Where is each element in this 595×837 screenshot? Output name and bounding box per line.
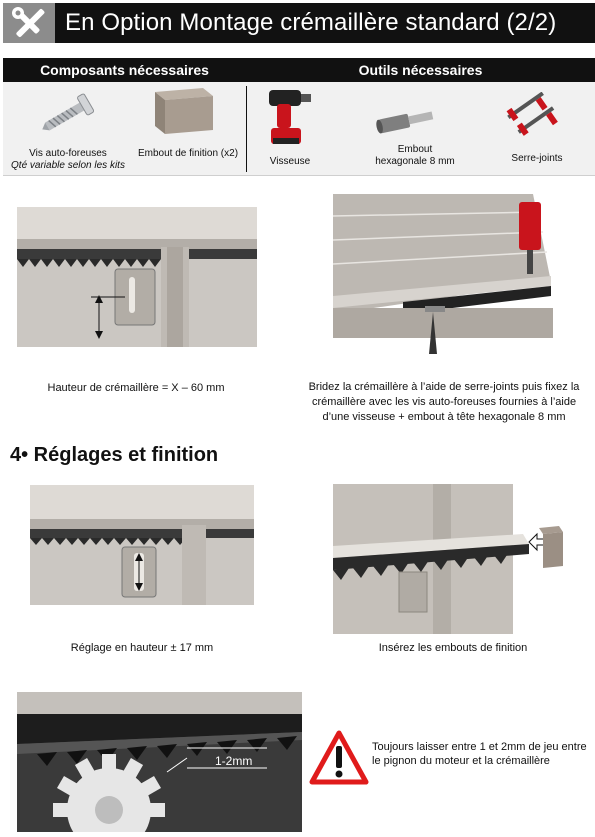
tools-icon-box — [3, 3, 55, 43]
rack-height-illustration — [17, 207, 257, 347]
drill-icon — [263, 84, 315, 148]
title-bar — [3, 3, 595, 43]
insert-end-caps-caption: Insérez les embouts de finition — [378, 642, 528, 654]
requirements-panel — [3, 82, 595, 176]
requirements-header — [3, 58, 595, 82]
tool-clamps-label: Serre-joints — [511, 153, 563, 164]
insert-end-caps-photo — [333, 484, 573, 634]
component-end-cap — [131, 148, 245, 160]
tool-clamps — [499, 153, 575, 165]
hex-bit-icon — [375, 106, 437, 136]
tool-hex-bit-label-line2: hexagonale 8 mm — [375, 156, 455, 167]
gap-label: 1-2mm — [215, 754, 253, 768]
insert-end-caps-illustration — [333, 484, 573, 634]
height-adjust-illustration — [30, 485, 254, 605]
component-screw — [8, 148, 128, 172]
requirements-divider — [246, 86, 247, 172]
warning-text: Toujours laisser entre 1 et 2mm de jeu entre le pignon du moteur et la crémaillère — [372, 741, 587, 767]
height-adjust-photo — [30, 485, 254, 605]
pinion-gap-illustration — [17, 692, 302, 832]
height-adjust-caption: Réglage en hauteur ± 17 mm — [70, 642, 214, 654]
end-cap-icon — [149, 86, 217, 136]
pinion-gap-photo — [17, 692, 302, 832]
component-end-cap-label: Embout de finition (x2) — [137, 148, 239, 159]
page-title: En Option Montage crémaillère standard (2/2) — [55, 3, 595, 43]
warning-icon — [309, 730, 369, 786]
tools-icon — [9, 6, 49, 40]
tool-drill-label: Visseuse — [269, 156, 311, 167]
section-heading-adjustments: 4• Réglages et finition — [10, 444, 219, 466]
tool-drill — [258, 156, 322, 168]
components-header: Composants nécessaires — [40, 62, 209, 78]
clamps-icon — [505, 92, 565, 142]
rack-height-caption: Hauteur de crémaillère = X – 60 mm — [47, 382, 225, 394]
tool-hex-bit-label-line1: Embout — [397, 144, 433, 155]
clamp-fix-illustration — [333, 194, 557, 364]
self-drilling-screw-icon — [38, 90, 98, 138]
tools-header: Outils nécessaires — [358, 62, 483, 78]
component-screw-label: Vis auto-foreuses — [29, 148, 107, 159]
clamp-fix-photo — [333, 194, 557, 364]
clamp-fix-caption: Bridez la crémaillère à l’aide de serre-joints puis fixez la crémaillère avec les vis auto-foreuses fournies à l’aide d’une visseuse + embout à tête hexagonale 8 mm — [308, 381, 580, 423]
tool-hex-bit — [367, 144, 463, 168]
component-screw-note: Qté variable selon les kits — [11, 160, 125, 171]
rack-height-photo — [17, 207, 257, 347]
